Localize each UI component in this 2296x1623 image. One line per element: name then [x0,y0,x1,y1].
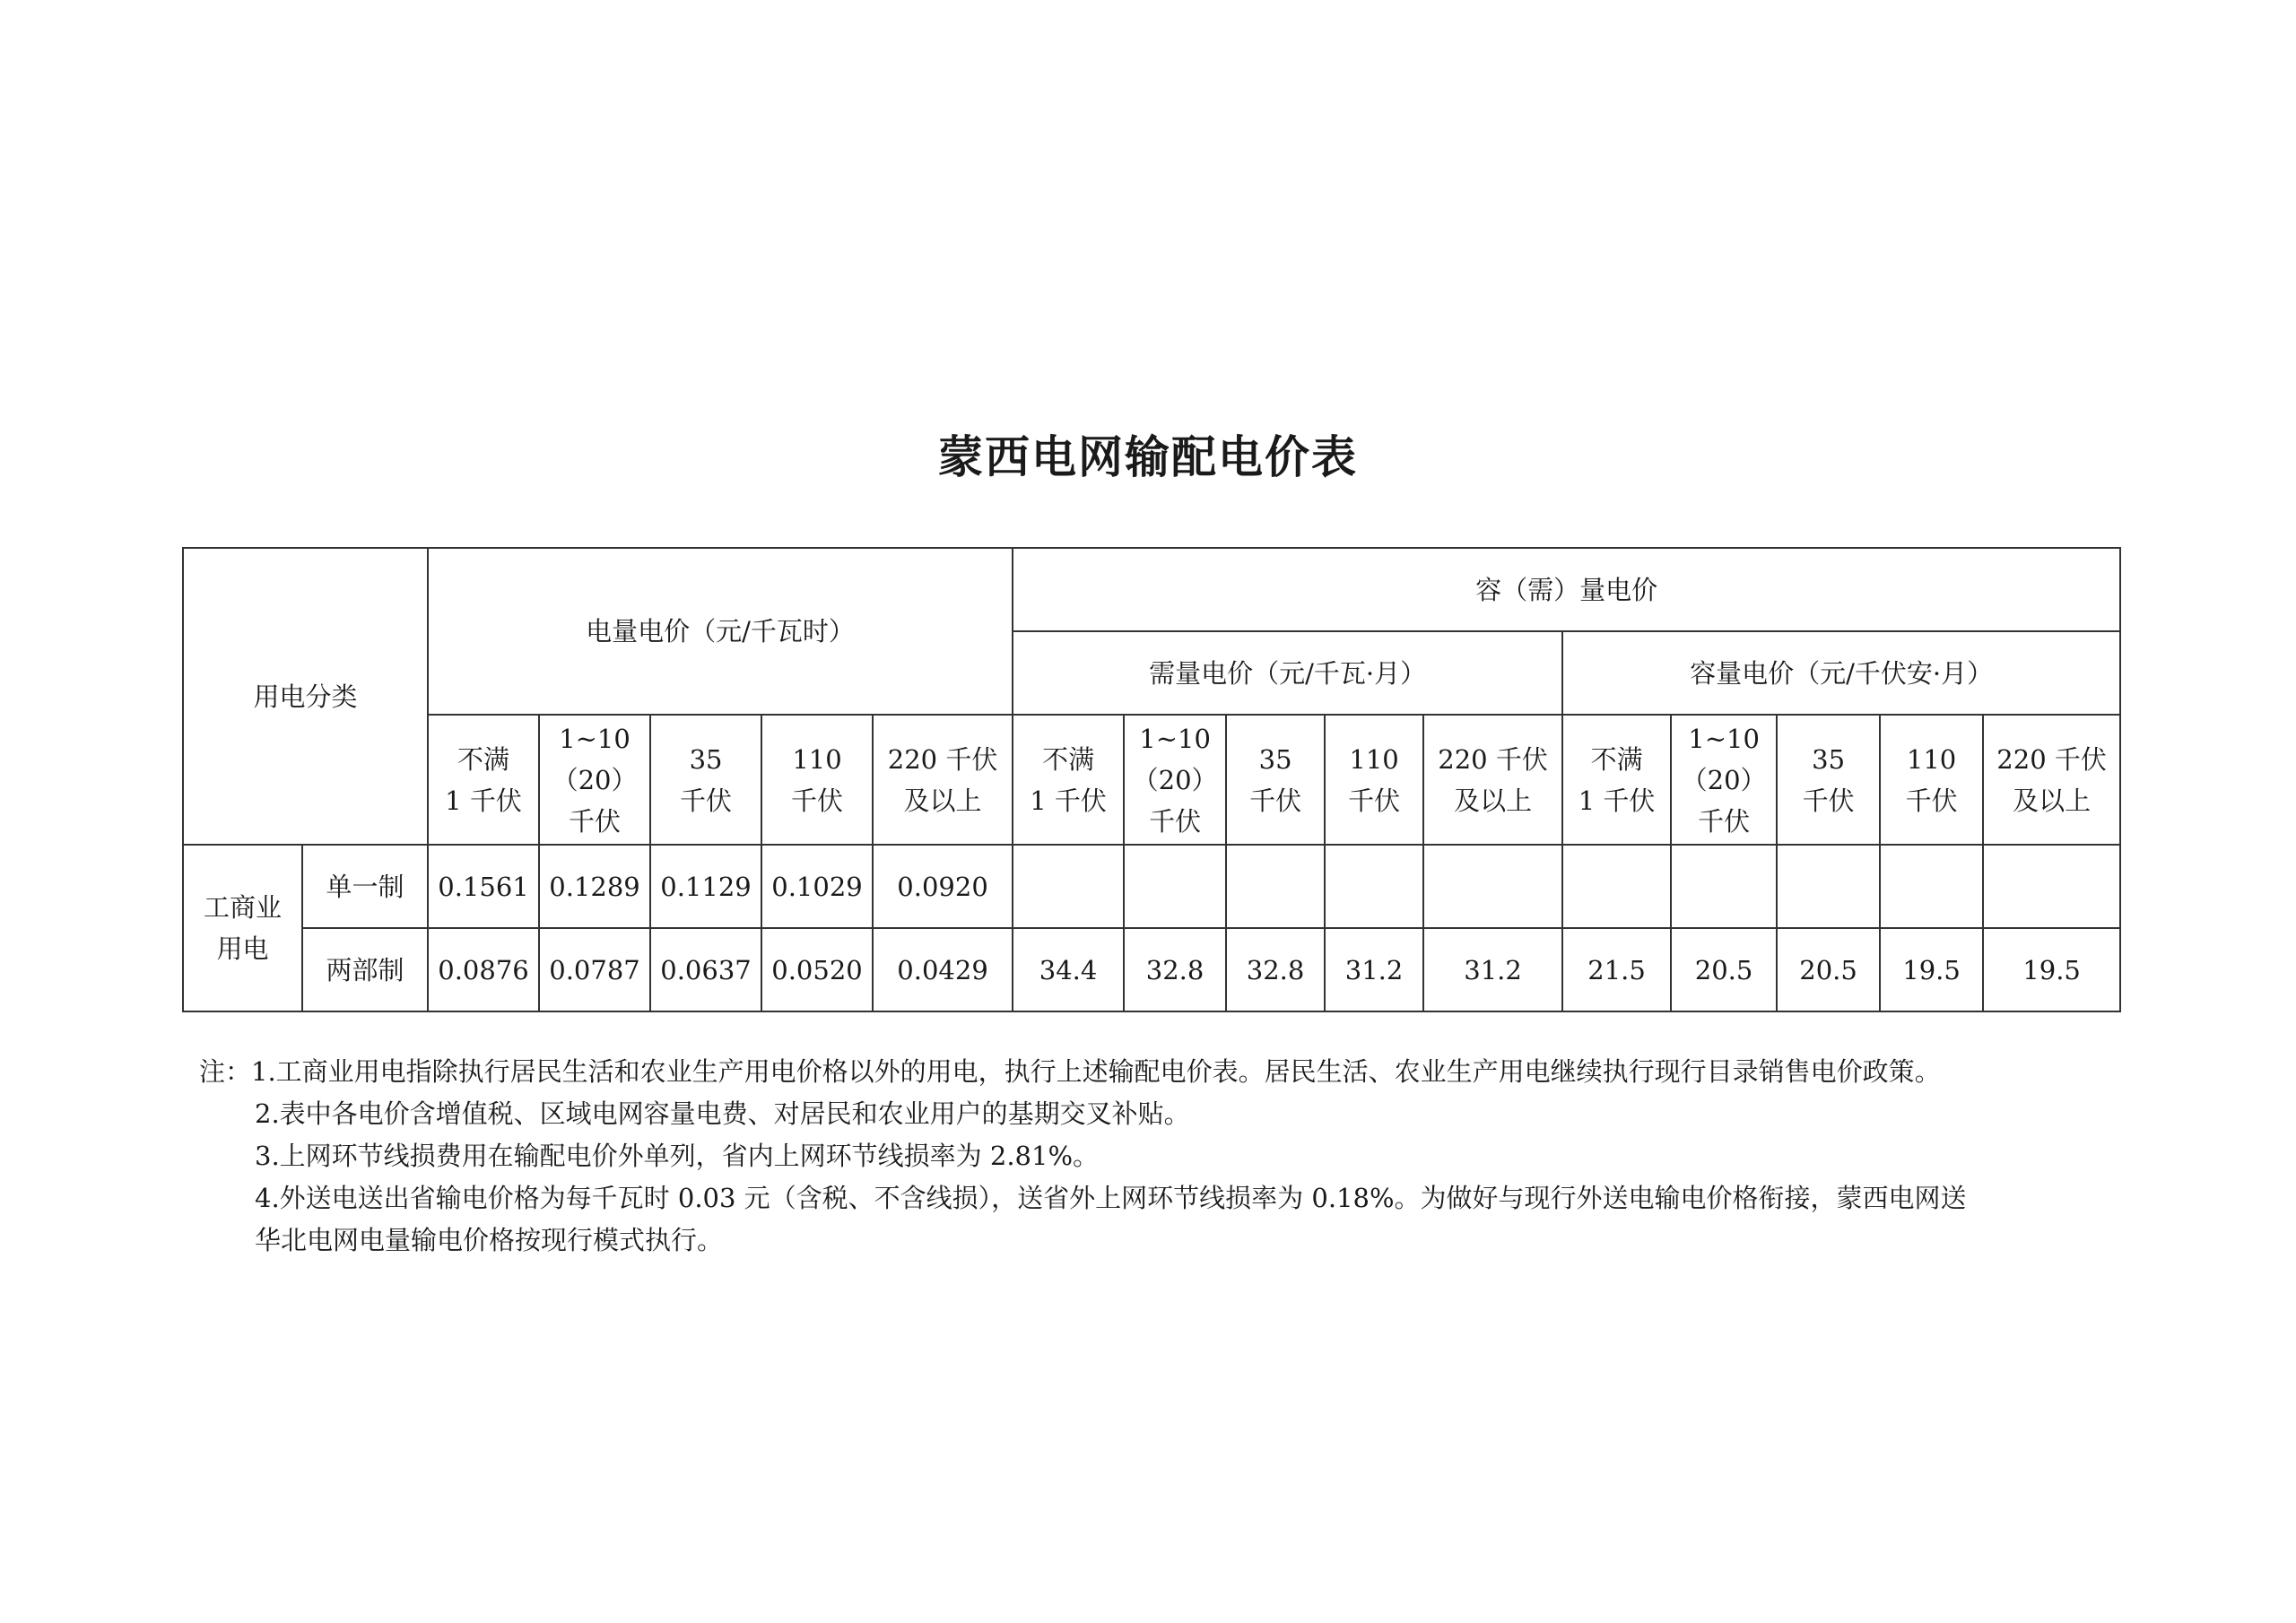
voltage-header: 1~10 （20） 千伏 [1671,715,1777,845]
energy-price-cell: 0.0637 [650,928,761,1011]
voltage-header: 不满 1 千伏 [1562,715,1671,845]
voltage-header: 110 千伏 [761,715,873,845]
voltage-header: 不满 1 千伏 [428,715,539,845]
energy-price-cell: 0.1129 [650,845,761,928]
price-table [182,547,2121,1012]
energy-price-cell: 0.0429 [873,928,1013,1011]
voltage-header: 35 千伏 [1226,715,1325,845]
capacity-price-cell: 20.5 [1777,928,1880,1011]
capacity-price-cell: 21.5 [1562,928,1671,1011]
voltage-header: 220 千伏 及以上 [1423,715,1562,845]
demand-price-cell [1013,845,1124,928]
capacity-price-cell: 19.5 [1880,928,1983,1011]
energy-price-cell: 0.0520 [761,928,873,1011]
voltage-header: 110 千伏 [1325,715,1423,845]
category-header: 用电分类 [183,548,428,845]
energy-price-cell: 0.1289 [539,845,650,928]
voltage-header: 1~10 （20） 千伏 [539,715,650,845]
capacity-price-cell [1777,845,1880,928]
energy-price-cell: 0.1561 [428,845,539,928]
capacity-price-cell: 19.5 [1983,928,2120,1011]
capacity-price-cell [1983,845,2120,928]
voltage-header: 110 千伏 [1880,715,1983,845]
pricing-type-cell: 两部制 [302,928,428,1011]
capacity-price-cell [1880,845,1983,928]
capacity-price-header: 容量电价（元/千伏安·月） [1562,631,2120,715]
demand-price-cell: 32.8 [1124,928,1226,1011]
table-row [183,845,2120,928]
demand-price-cell [1124,845,1226,928]
demand-price-cell [1226,845,1325,928]
notes-section [199,1051,2118,1262]
energy-price-cell: 0.0787 [539,928,650,1011]
demand-price-header: 需量电价（元/千瓦·月） [1013,631,1562,715]
energy-price-cell: 0.0876 [428,928,539,1011]
energy-price-header: 电量电价（元/千瓦时） [428,548,1013,715]
notes-prefix: 注： [199,1056,252,1087]
voltage-header: 35 千伏 [650,715,761,845]
demand-price-cell: 31.2 [1325,928,1423,1011]
voltage-header: 不满 1 千伏 [1013,715,1124,845]
capacity-group-header: 容（需）量电价 [1013,548,2120,631]
note-3: 3.上网环节线损费用在输配电价外单列，省内上网环节线损率为 2.81%。 [255,1141,1100,1171]
capacity-price-cell [1562,845,1671,928]
table-row [183,928,2120,1011]
energy-price-cell: 0.0920 [873,845,1013,928]
capacity-price-cell [1671,845,1777,928]
energy-price-cell: 0.1029 [761,845,873,928]
voltage-header: 35 千伏 [1777,715,1880,845]
demand-price-cell [1423,845,1562,928]
user-category-cell: 工商业 用电 [183,845,302,1011]
voltage-header: 220 千伏 及以上 [873,715,1013,845]
pricing-type-cell: 单一制 [302,845,428,928]
note-4-continued: 华北电网电量输电价格按现行模式执行。 [255,1225,724,1255]
note-1: 注：1.工商业用电指除执行居民生活和农业生产用电价格以外的用电，执行上述输配电价表。居民生活、农业生产用电继续执行现行目录销售电价政策。 [199,1056,1941,1087]
voltage-header: 1~10 （20） 千伏 [1124,715,1226,845]
page-title: 蒙西电网输配电价表 [938,431,1358,483]
note-4: 4.外送电送出省输电价格为每千瓦时 0.03 元（含税、不含线损），送省外上网环节线损率为 0.18%。为做好与现行外送电输电价格衔接，蒙西电网送 [255,1183,1967,1213]
note-2: 2.表中各电价含增值税、区域电网容量电费、对居民和农业用户的基期交叉补贴。 [255,1098,1190,1129]
demand-price-cell: 32.8 [1226,928,1325,1011]
demand-price-cell [1325,845,1423,928]
demand-price-cell: 31.2 [1423,928,1562,1011]
voltage-header: 220 千伏 及以上 [1983,715,2120,845]
capacity-price-cell: 20.5 [1671,928,1777,1011]
demand-price-cell: 34.4 [1013,928,1124,1011]
